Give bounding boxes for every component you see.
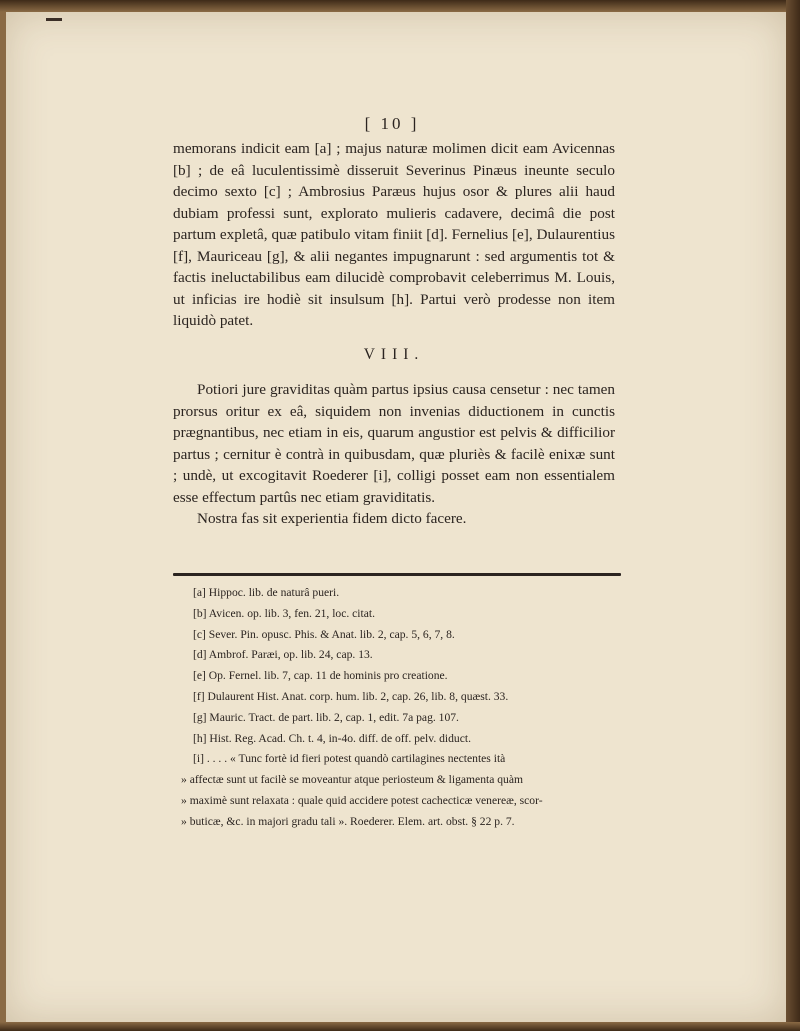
paragraph-viii: Potiori jure graviditas quàm partus ipsius causa censetur : nec tamen prorsus oritur ex eâ, siquidem non invenias diductionem in cunctis prægnantibus, nec etiam in eis, quarum angustior est pelvis & difficilior partus ; cernitur è contrà in quibusdam, quæ pluriès & facilè enixæ sunt ; undè, ut excogitavit Roederer [i], colligi posset eam non essentialem esse effectum partûs nec etiam graviditatis. bbox=[173, 381, 615, 506]
book-edge-top bbox=[0, 0, 800, 12]
footnote-b: [b] Avicen. op. lib. 3, fen. 21, loc. citat. bbox=[193, 606, 376, 620]
footnote-e: [e] Op. Fernel. lib. 7, cap. 11 de hominis pro creatione. bbox=[193, 669, 448, 683]
footnote-g: [g] Mauric. Tract. de part. lib. 2, cap. 1, edit. 7a pag. 107. bbox=[193, 710, 459, 724]
book-spine-edge bbox=[786, 0, 800, 1031]
footnote-i-cont-3: » buticæ, &c. in majori gradu tali ». Roederer. Elem. art. obst. § 22 p. 7. bbox=[181, 814, 515, 828]
paragraph-last: Nostra fas sit experientia fidem dicto facere. bbox=[197, 510, 467, 527]
footnote-rule bbox=[173, 573, 621, 576]
footnote-i-cont-2: » maximè sunt relaxata : quale quid accidere potest cachecticæ venereæ, scor- bbox=[181, 793, 543, 807]
paragraph-top: memorans indicit eam [a] ; majus naturæ molimen dicit eam Avicennas [b] ; de eâ luculentissimè disseruit Severinus Pinæus ineunte seculo decimo sexto [c] ; Ambrosius Paræus hujus osor & plures alii haud dubiam professi sunt, explorato mulieris cadavere, decimâ die post partum expletâ, quæ patibulo vitam finiit [d]. Fernelius [e], Dulaurentius [f], Mauriceau [g], & alii negantes impugnarunt : sed argumentis tot & factis ineluctabilibus eam dilucidè comprobavit celeberrimus M. Louis, ut inficias ire hodiè sit insulsum [h]. Partui verò prodesse non item liquidò patet. bbox=[173, 140, 615, 329]
footnote-h: [h] Hist. Reg. Acad. Ch. t. 4, in-4o. diff. de off. pelv. diduct. bbox=[193, 731, 471, 745]
footnotes bbox=[181, 583, 618, 833]
section-heading: VIII. bbox=[363, 345, 425, 363]
page-number: [ 10 ] bbox=[364, 114, 420, 133]
footnote-d: [d] Ambrof. Paræi, op. lib. 24, cap. 13. bbox=[193, 648, 373, 662]
footnote-i: [i] . . . . « Tunc fortè id fieri potest quandò cartilagines nectentes ità bbox=[193, 752, 506, 766]
footnote-i-cont-1: » affectæ sunt ut facilè se moveantur atque periosteum & ligamenta quàm bbox=[181, 773, 524, 787]
footnote-f: [f] Dulaurent Hist. Anat. corp. hum. lib. 2, cap. 26, lib. 8, quæst. 33. bbox=[193, 689, 509, 703]
main-text bbox=[173, 138, 615, 530]
stain-mark bbox=[46, 18, 62, 21]
footnote-c: [c] Sever. Pin. opusc. Phis. & Anat. lib. 2, cap. 5, 6, 7, 8. bbox=[193, 627, 455, 641]
book-edge-bottom bbox=[0, 1022, 800, 1031]
footnote-a: [a] Hippoc. lib. de naturâ pueri. bbox=[193, 586, 340, 599]
